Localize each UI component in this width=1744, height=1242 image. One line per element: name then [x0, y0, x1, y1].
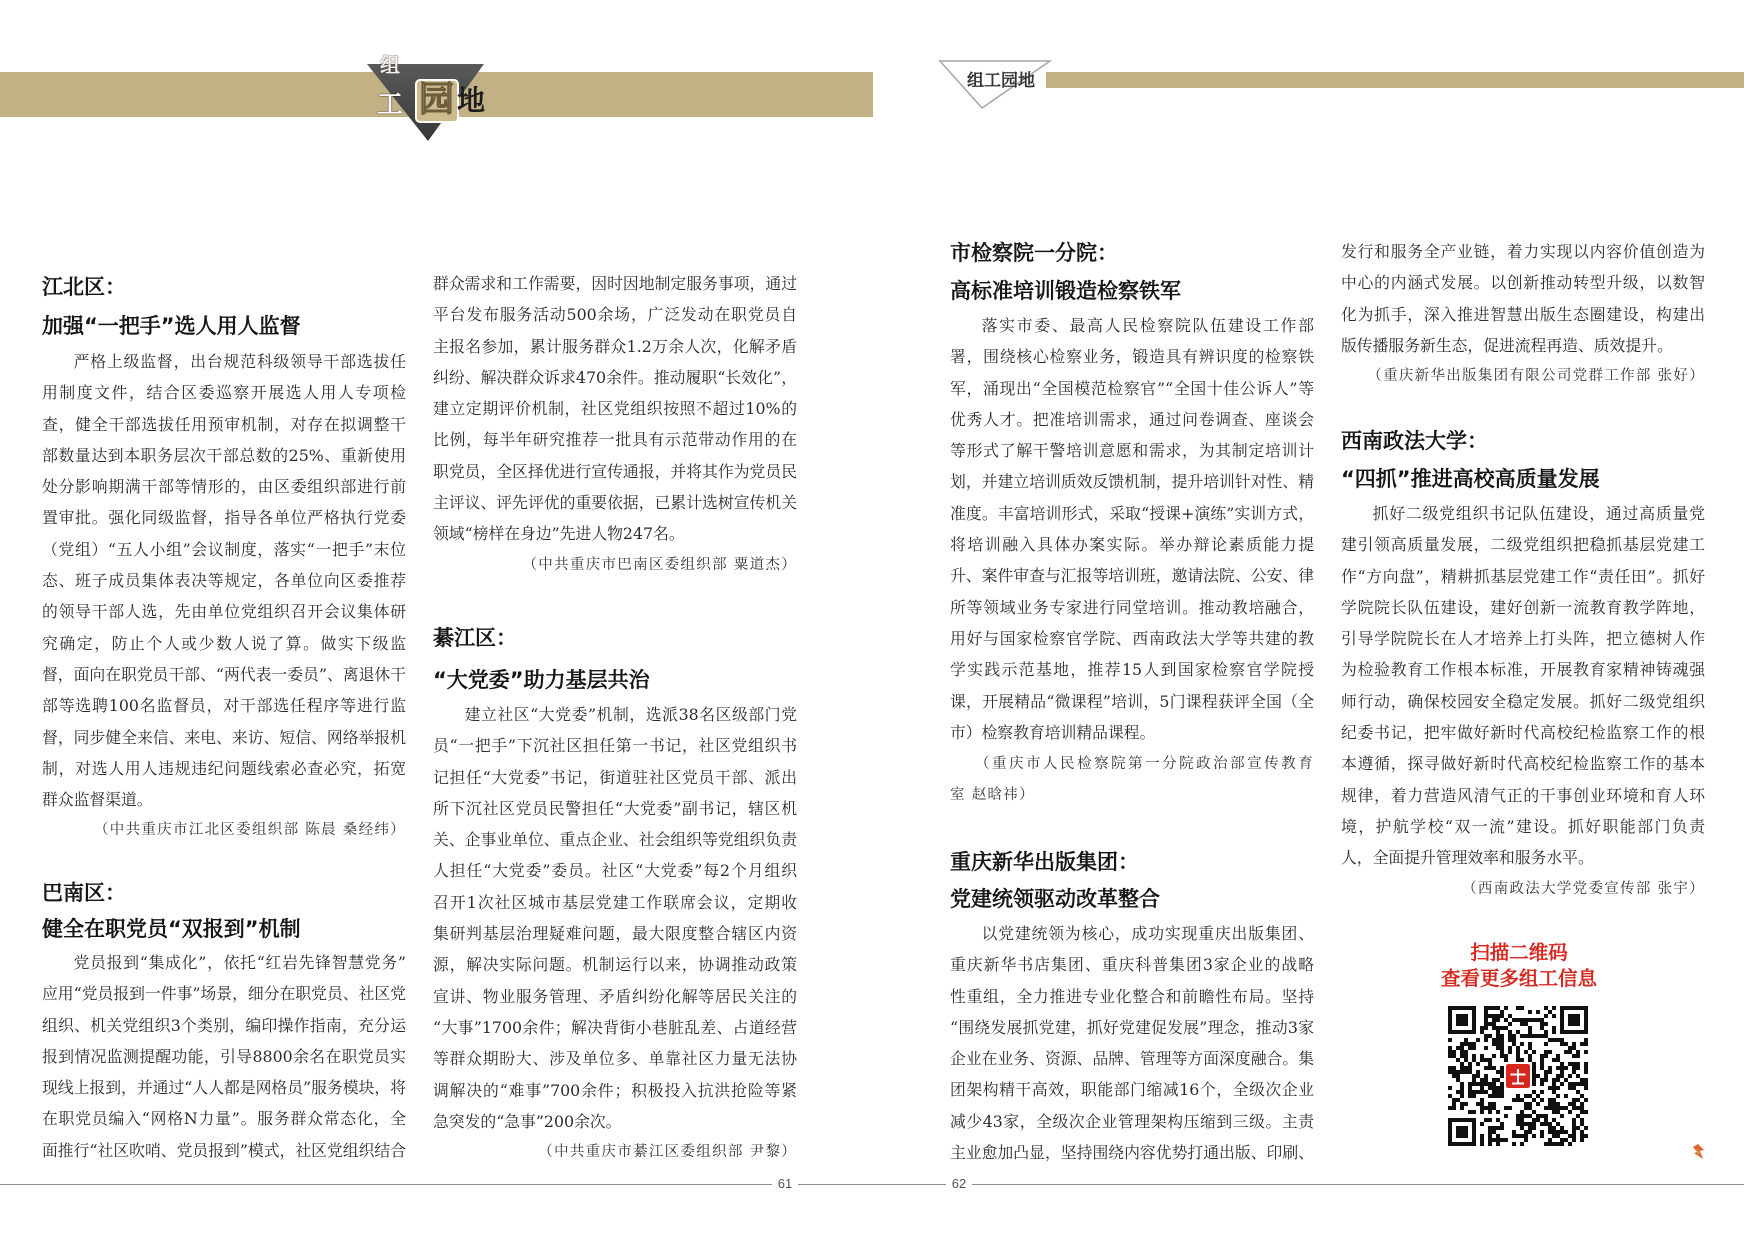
section-header-band-right	[1046, 72, 1744, 88]
body-text-line: 中心的内涵式发展。以创新推动转型升级，以数智	[1341, 273, 1705, 293]
body-text-line: 规律，着力营造风清气正的干事创业环境和育人环	[1341, 785, 1705, 805]
body-text-line: 群众监督渠道。	[42, 790, 153, 810]
body-text-line: 等群众期盼大、涉及单位多、单靠社区力量无法协	[433, 1049, 797, 1069]
body-text-line: 部等选聘100名监督员，对干部选任程序等进行监	[42, 696, 406, 716]
section-header-label: 组工园地	[967, 71, 1035, 91]
article-title: 党建统领驱动改革整合	[950, 887, 1160, 911]
article-region-heading: 西南政法大学：	[1341, 429, 1488, 453]
body-text-line: 的领导干部人选，先由单位党组织召开会议集体研	[42, 602, 406, 622]
body-text-line: 处分影响期满干部等情形的，由区委组织部进行前	[42, 477, 406, 497]
body-text-line: 所等领域业务专家进行同堂培训。推动教培融合，	[950, 597, 1314, 617]
body-text-line: 等形式了解干警培训意愿和需求，为其制定培训计	[950, 441, 1314, 461]
article-region-heading: 市检察院一分院：	[950, 241, 1118, 265]
article-title: “大党委”助力基层共治	[433, 668, 650, 692]
body-text-line: 职党员，全区择优进行宣传通报，并将其作为党员民	[433, 461, 797, 481]
article-body	[433, 699, 797, 1137]
body-text-line: 减少43家，全级次企业管理架构压缩到三级。主责	[950, 1111, 1314, 1131]
article-byline	[950, 749, 1314, 812]
body-text-line: 督，面向在职党员干部、“两代表一委员”、离退休干	[42, 664, 406, 684]
article-body-continued	[433, 268, 797, 550]
article-byline: （重庆新华出版集团有限公司党群工作部 张好）	[1367, 368, 1705, 384]
article-byline: （中共重庆市江北区委组织部 陈晨 桑经纬）	[93, 822, 406, 838]
article-region-heading: 綦江区：	[433, 626, 517, 650]
body-text-line: 组织、机关党组织3个类别，编印操作指南，充分运	[42, 1015, 406, 1035]
article-body	[42, 947, 406, 1166]
article-byline-line: 室 赵晗祎）	[950, 787, 1035, 804]
body-text-line: 企业在业务、资源、品牌、管理等方面深度融合。集	[950, 1049, 1314, 1069]
body-text-line: 用好与国家检察官学院、西南政法大学等共建的教	[950, 628, 1314, 648]
article-title: 加强“一把手”选人用人监督	[42, 314, 301, 338]
body-text-line: 督，同步健全来信、来电、来访、短信、网络举报机	[42, 727, 406, 747]
body-text-line: 应用“党员报到一件事”场景，细分在职党员、社区党	[42, 984, 406, 1004]
body-text-line: 现线上报到，并通过“人人都是网格员”服务模块，将	[42, 1078, 406, 1098]
body-text-line: 关、企事业单位、重点企业、社会组织等党组织负责	[433, 830, 797, 850]
body-text-line: 党员报到“集成化”，依托“红岩先锋智慧党务”	[73, 953, 406, 972]
body-text-line: 究确定，防止个人或少数人说了算。做实下级监	[42, 633, 406, 653]
body-text-line: 主报名参加，累计服务群众1.2万余人次，化解矛盾	[433, 336, 797, 356]
body-text-line: 军，涌现出“全国模范检察官”“全国十佳公诉人”等	[950, 378, 1314, 398]
page-number-right: 62	[946, 1176, 972, 1192]
article-body	[950, 918, 1314, 1168]
body-text-line: 人担任“大党委”委员。社区“大党委”每2个月组织	[433, 861, 797, 881]
footer-rule	[0, 1184, 1744, 1185]
body-text-line: 所下沉社区党员民警担任“大党委”副书记，辖区机	[433, 798, 797, 818]
body-text-line: “大事”1700余件；解决背街小巷脏乱差、占道经营	[433, 1017, 797, 1037]
body-text-line: 升、案件审查与汇报等培训班，邀请法院、公安、律	[950, 566, 1314, 586]
qr-prompt-line-2: 查看更多组工信息	[1440, 967, 1597, 990]
body-text-line: 源，解决实际问题。机制运行以来，协调推动政策	[433, 955, 797, 975]
body-text-line: 员“一把手”下沉社区担任第一书记，社区党组织书	[433, 736, 797, 756]
body-text-line: （党组）“五人小组”会议制度，落实“一把手”末位	[42, 539, 406, 559]
article-region-heading: 巴南区：	[42, 881, 126, 905]
body-text-line: 主业愈加凸显，坚持围绕内容优势打通出版、印刷、	[950, 1143, 1314, 1163]
body-text-line: 本遵循，探寻做好新时代高校纪检监察工作的基本	[1341, 754, 1705, 774]
page-number-left: 61	[772, 1176, 798, 1192]
body-text-line: 领域“榜样在身边”先进人物247名。	[433, 524, 685, 544]
body-text-line: 纠纷、解决群众诉求470余件。推动履职“长效化”，	[433, 367, 797, 387]
article-region-heading: 重庆新华出版集团：	[950, 850, 1139, 874]
body-text-line: 调解决的“难事”700余件；积极投入抗洪抢险等紧	[433, 1080, 797, 1100]
body-text-line: 作“方向盘”，精耕抓基层党建工作“责任田”。抓好	[1341, 566, 1705, 586]
body-text-line: 置审批。强化同级监督，指导各单位严格执行党委	[42, 508, 406, 528]
body-text-line: 抓好二级党组织书记队伍建设，通过高质量党	[1372, 504, 1705, 523]
body-text-line: 在职党员编入“网格N力量”。服务群众常态化，全	[42, 1109, 406, 1129]
body-text-line: 报到情况监测提醒功能，引导8800余名在职党员实	[42, 1046, 406, 1066]
body-text-line: “围绕发展抓党建，抓好党建促发展”理念，推动3家	[950, 1017, 1314, 1037]
qr-prompt-line-1: 扫描二维码	[1470, 941, 1568, 964]
section-logo-char: 工	[377, 90, 404, 120]
body-text-line: 学院院长队伍建设，建好创新一流教育教学阵地，	[1341, 597, 1705, 617]
article-title: “四抓”推进高校高质量发展	[1341, 467, 1600, 491]
body-text-line: 主评议、评先评优的重要依据，已累计选树宣传机关	[433, 493, 797, 513]
body-text-line: 召开1次社区城市基层党建工作联席会议，定期收	[433, 892, 797, 912]
article-body	[1341, 498, 1705, 874]
body-text-line: 重庆新华书店集团、重庆科普集团3家企业的战略	[950, 955, 1314, 975]
body-text-line: 市）检察教育培训精品课程。	[950, 722, 1156, 742]
body-text-line: 集研判基层治理疑难问题，最大限度整合辖区内资	[433, 924, 797, 944]
qr-code	[1448, 1006, 1588, 1146]
body-text-line: 将培训融入具体办案实际。举办辩论素质能力提	[950, 535, 1314, 555]
body-text-line: 署，围绕核心检察业务，锻造具有辨识度的检察铁	[950, 347, 1314, 367]
body-text-line: 建立社区“大党委”机制，选派38名区级部门党	[464, 705, 797, 724]
body-text-line: 为检验教育工作根本标准，开展教育家精神铸魂强	[1341, 660, 1705, 680]
article-body	[42, 346, 406, 815]
body-text-line: 建引领高质量发展，二级党组织把稳抓基层党建工	[1341, 535, 1705, 555]
section-logo-char: 组	[380, 53, 400, 77]
article-title: 健全在职党员“双报到”机制	[42, 917, 301, 941]
body-text-line: 平台发布服务活动500余场，广泛发动在职党员自	[433, 305, 797, 325]
body-text-line: 急突发的“急事”200余次。	[433, 1111, 622, 1131]
article-body-continued	[1341, 236, 1705, 361]
publisher-logo-icon	[1690, 1143, 1706, 1161]
body-text-line: 纪委书记，把牢做好新时代高校纪检监察工作的根	[1341, 723, 1705, 743]
article-byline: （中共重庆市綦江区委组织部 尹黎）	[538, 1144, 797, 1160]
section-logo-char: 园	[419, 80, 455, 120]
article-byline: （西南政法大学党委宣传部 张宇）	[1462, 881, 1705, 897]
body-text-line: 学实践示范基地，推荐15人到国家检察官学院授	[950, 660, 1314, 680]
body-text-line: 课，开展精品“微课程”培训，5门课程获评全国（全	[950, 691, 1314, 711]
body-text-line: 化为抓手，深入推进智慧出版生态圈建设，构建出	[1341, 304, 1705, 324]
body-text-line: 制，对选人用人违规违纪问题线索必查必究，拓宽	[42, 758, 406, 778]
article-body	[950, 310, 1314, 748]
article-byline: （中共重庆市巴南区委组织部 粟道杰）	[522, 557, 797, 573]
body-text-line: 查，健全干部选拔任用预审机制，对存在拟调整干	[42, 414, 406, 434]
body-text-line: 比例，每半年研究推荐一批具有示范带动作用的在	[433, 430, 797, 450]
body-text-line: 以党建统领为核心，成功实现重庆出版集团、	[981, 924, 1314, 943]
body-text-line: 人，全面提升管理效率和服务水平。	[1341, 848, 1594, 868]
body-text-line: 严格上级监督，出台规范科级领导干部选拔任	[73, 352, 406, 371]
body-text-line: 用制度文件，结合区委巡察开展选人用人专项检	[42, 383, 406, 403]
article-title: 高标准培训锻造检察铁军	[950, 279, 1181, 303]
article-region-heading: 江北区：	[42, 275, 126, 299]
body-text-line: 划，并建立培训质效反馈机制，提升培训针对性、精	[950, 472, 1314, 492]
body-text-line: 建立定期评价机制，社区党组织按照不超过10%的	[433, 399, 797, 419]
body-text-line: 落实市委、最高人民检察院队伍建设工作部	[981, 316, 1314, 335]
body-text-line: 态、班子成员集体表决等规定，各单位向区委推荐	[42, 571, 406, 591]
body-text-line: 团架构精干高效，职能部门缩减16个，全级次企业	[950, 1080, 1314, 1100]
article-byline-line: （重庆市人民检察院第一分院政治部宣传教育	[975, 756, 1314, 772]
body-text-line: 群众需求和工作需要，因时因地制定服务事项，通过	[433, 274, 797, 293]
body-text-line: 版传播服务新生态，促进流程再造、质效提升。	[1341, 335, 1673, 355]
body-text-line: 境，护航学校“双一流”建设。抓好职能部门负责	[1341, 816, 1705, 836]
body-text-line: 师行动，确保校园安全稳定发展。抓好二级党组织	[1341, 691, 1705, 711]
body-text-line: 宣讲、物业服务管理、矛盾纠纷化解等居民关注的	[433, 986, 797, 1006]
section-logo-char: 地	[457, 84, 486, 117]
body-text-line: 记担任“大党委”书记，街道驻社区党员干部、派出	[433, 767, 797, 787]
body-text-line: 发行和服务全产业链，着力实现以内容价值创造为	[1341, 242, 1705, 261]
body-text-line: 引导学院院长在人才培养上打头阵，把立德树人作	[1341, 629, 1705, 649]
body-text-line: 性重组，全力推进专业化整合和前瞻性布局。坚持	[950, 986, 1314, 1006]
body-text-line: 准度。丰富培训形式，采取“授课+演练”实训方式，	[950, 503, 1314, 523]
body-text-line: 优秀人才。把准培训需求，通过问卷调查、座谈会	[950, 409, 1314, 429]
body-text-line: 部数量达到本职务层次干部总数的25%、重新使用	[42, 445, 406, 465]
body-text-line: 面推行“社区吹哨、党员报到”模式，社区党组织结合	[42, 1140, 406, 1160]
